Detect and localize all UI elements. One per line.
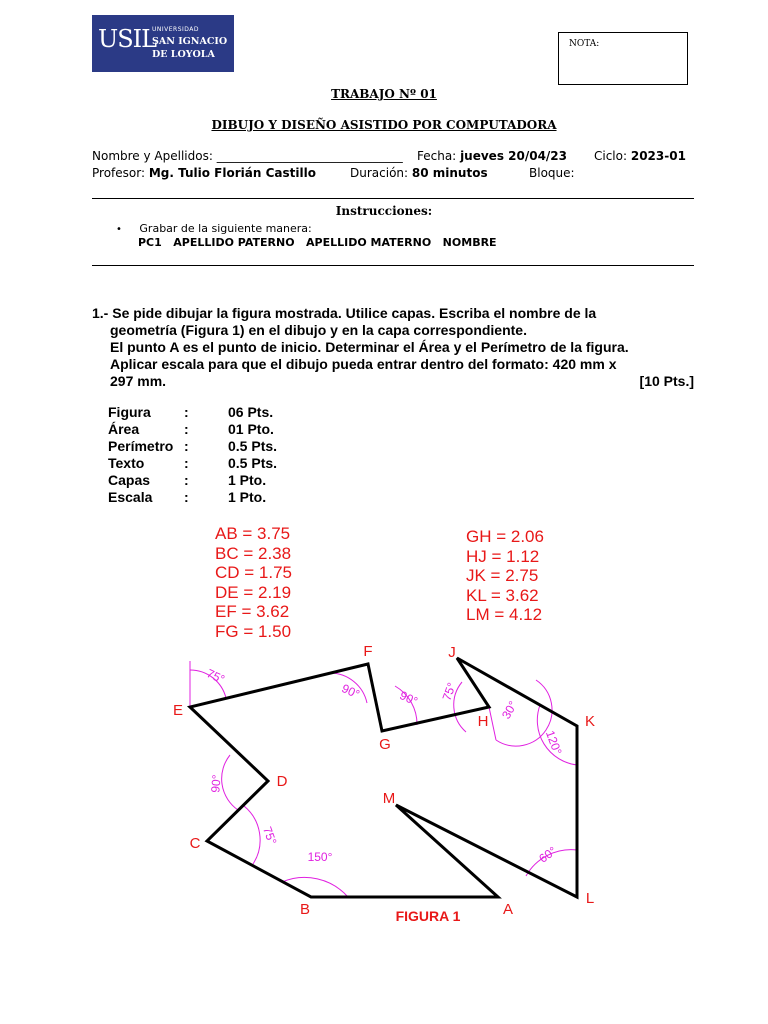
point-label-m: M <box>382 790 396 807</box>
rubric-points: 0.5 Pts. <box>228 438 278 454</box>
instructions-bullet <box>116 222 312 235</box>
divider-top <box>92 198 694 199</box>
date-row <box>417 149 567 163</box>
rubric-separator: : <box>184 455 189 471</box>
rubric-row <box>108 438 308 455</box>
assignment-title: TRABAJO Nº 01 <box>331 87 437 101</box>
rubric-points: 0.5 Pts. <box>228 455 278 471</box>
teacher-value: Mg. Tulio Florián Castillo <box>148 166 316 180</box>
rubric-points: 06 Pts. <box>228 404 274 420</box>
rubric-row <box>108 489 308 506</box>
logo-university: UNIVERSIDAD <box>152 26 200 33</box>
angle-label-l: 60° <box>536 843 560 866</box>
rubric-separator: : <box>184 438 189 454</box>
question-line-5: 297 mm. <box>110 373 167 389</box>
rubric-separator: : <box>184 472 189 488</box>
question-line-3: El punto A es el punto de inicio. Determinar el Área y el Perímetro de la figura. <box>110 339 629 355</box>
date-label: Fecha: <box>417 149 457 163</box>
name-label: Nombre y Apellidos: <box>92 149 213 163</box>
university-logo <box>92 15 234 72</box>
dimension-entry: HJ = 1.12 <box>466 546 540 566</box>
angle-arc-c <box>244 806 260 864</box>
angle-label-c: 75° <box>260 824 280 847</box>
angle-label-b: 150° <box>307 850 333 864</box>
point-label-c: C <box>189 835 201 852</box>
rubric-points: 1 Pto. <box>228 472 267 488</box>
dimensions-left <box>215 524 292 641</box>
cycle-row <box>594 149 686 163</box>
angle-label-d: 90° <box>208 773 224 794</box>
date-value: jueves 20/04/23 <box>460 149 568 163</box>
rubric-separator: : <box>184 489 189 505</box>
dimension-entry: FG = 1.50 <box>215 621 292 641</box>
course-title: DIBUJO Y DISEÑO ASISTIDO POR COMPUTADORA <box>211 118 557 132</box>
point-label-a: A <box>502 901 514 918</box>
dimension-entry: KL = 3.62 <box>466 585 539 605</box>
dimension-entry: DE = 2.19 <box>215 582 292 602</box>
question-line-4: Aplicar escala para que el dibujo pueda entrar dentro del formato: 420 mm x <box>110 356 617 372</box>
rubric-item: Figura <box>108 404 151 420</box>
dimension-entry: JK = 2.75 <box>466 566 539 585</box>
point-label-l: L <box>585 890 595 907</box>
dimension-entry: AB = 3.75 <box>215 524 291 543</box>
block-row <box>529 166 575 180</box>
question-line-5-row <box>92 373 694 390</box>
angle-label-j: 75° <box>439 680 459 703</box>
instructions-heading: Instrucciones: <box>335 204 433 218</box>
logo-name-line2: DE LOYOLA <box>152 49 215 60</box>
rubric-row <box>108 455 308 472</box>
rubric-table <box>108 404 308 506</box>
teacher-row <box>92 166 316 180</box>
point-label-b: B <box>299 901 311 918</box>
rubric-row <box>108 404 308 421</box>
rubric-row <box>108 472 308 489</box>
dimension-entry: BC = 2.38 <box>215 543 292 563</box>
rubric-separator: : <box>184 421 189 437</box>
dimension-entry: EF = 3.62 <box>215 602 290 621</box>
point-label-k: K <box>584 713 596 730</box>
point-label-e: E <box>172 702 184 719</box>
duration-label: Duración: <box>350 166 409 180</box>
extension-line-h <box>489 707 496 740</box>
cycle-label: Ciclo: <box>594 149 628 163</box>
duration-row <box>350 166 488 180</box>
file-name-format: PC1 APELLIDO PATERNO APELLIDO MATERNO NOMBRE <box>138 236 497 249</box>
point-label-g: G <box>379 736 391 753</box>
dimension-entry: CD = 1.75 <box>215 563 293 582</box>
cycle-value: 2023-01 <box>630 149 686 163</box>
rubric-points: 1 Pto. <box>228 489 267 505</box>
block-label: Bloque: <box>529 166 575 180</box>
question-line-2: geometría (Figura 1) en el dibujo y en la capa correspondiente. <box>110 322 527 338</box>
question-line-1: 1.- Se pide dibujar la figura mostrada. Utilice capas. Escriba el nombre de la <box>92 305 597 321</box>
angle-label-k: 120° <box>542 728 565 757</box>
bullet-dot: • <box>116 224 122 235</box>
angle-label-h: 30° <box>498 698 521 722</box>
point-label-j: J <box>448 644 456 661</box>
logo-name-line1: SAN IGNACIO <box>152 36 228 47</box>
rubric-item: Área <box>108 421 140 437</box>
rubric-separator: : <box>184 404 189 420</box>
question-1 <box>92 305 694 390</box>
grade-box <box>558 32 688 85</box>
rubric-item: Perímetro <box>108 438 174 454</box>
rubric-row <box>108 421 308 438</box>
rubric-item: Capas <box>108 472 151 488</box>
figure-caption: FIGURA 1 <box>395 908 461 924</box>
point-label-f: F <box>363 643 373 660</box>
dimensions-right <box>466 527 544 625</box>
figure-1-drawing <box>0 630 768 930</box>
divider-bottom <box>92 265 694 266</box>
logo-mark: USIL <box>98 25 157 53</box>
student-name-row <box>92 149 403 163</box>
dimension-entry: LM = 4.12 <box>466 605 543 624</box>
angle-label-f: 90° <box>339 681 362 702</box>
teacher-label: Profesor: <box>92 166 146 180</box>
angle-label-g: 90° <box>397 688 420 709</box>
point-label-h: H <box>477 713 489 730</box>
name-blank: _______________________________ <box>216 149 403 163</box>
instructions-bullet-text: Grabar de la siguiente manera: <box>139 222 312 235</box>
rubric-item: Escala <box>108 489 153 505</box>
rubric-points: 01 Pto. <box>228 421 274 437</box>
angle-label-e: 75° <box>204 666 227 687</box>
dimension-entry: GH = 2.06 <box>466 527 544 546</box>
rubric-item: Texto <box>108 455 145 471</box>
point-label-d: D <box>276 773 288 790</box>
grade-label: NOTA: <box>569 39 600 49</box>
duration-value: 80 minutos <box>411 166 488 180</box>
figure-outline <box>190 658 577 897</box>
angle-arc-d <box>222 755 238 810</box>
question-points: [10 Pts.] <box>639 373 694 389</box>
